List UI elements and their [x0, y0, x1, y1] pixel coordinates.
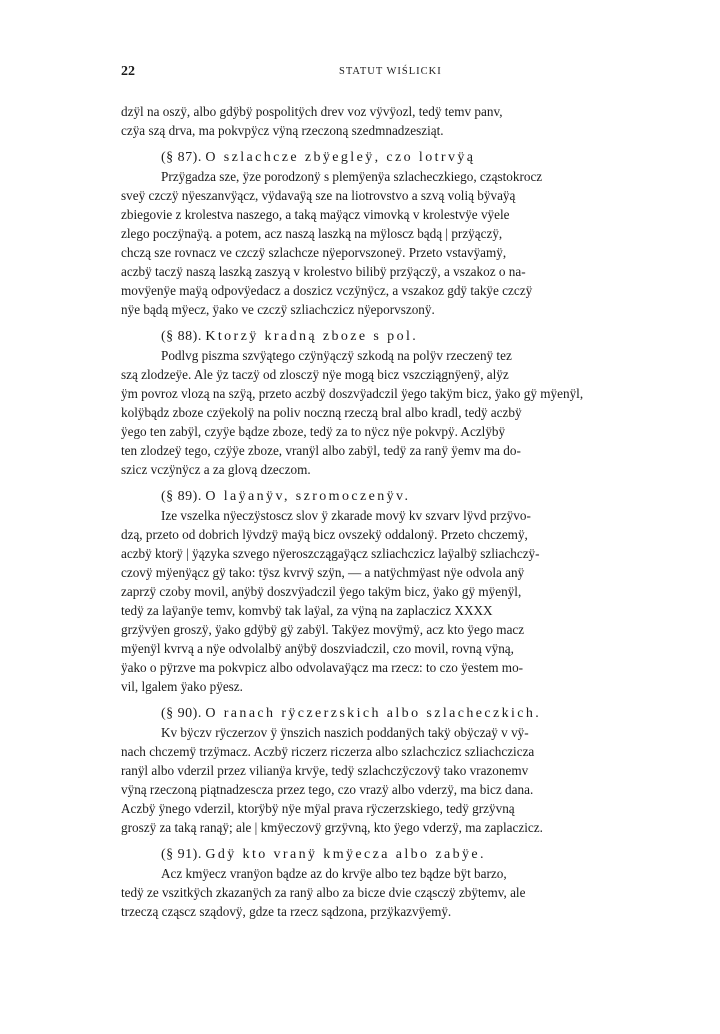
text-line: nÿe bądą mÿecz, ÿako ve czczÿ szliachczicz nÿeporvszonÿ. — [121, 302, 435, 317]
running-head: STATUT WIŚLICKI — [339, 66, 442, 77]
section-number: (§ 90). — [161, 706, 202, 721]
section-title: O szlachcze zbÿegleÿ, czo lotrvÿą — [205, 150, 476, 165]
text-line: zbiegovie z krolestva naszego, a taką maÿącz vimovką v krolestvÿe vÿele — [121, 207, 510, 222]
paragraph — [121, 864, 669, 921]
text-line: aczbÿ ktorÿ | ÿązyka szvego nÿeroszczągaÿącz szliachczicz laÿalbÿ szliachczÿ- — [121, 546, 540, 561]
text-line: mÿenÿl kvrvą a nÿe odvolalbÿ anÿbÿ doszviadczil, czo movil, rovną vÿną, — [121, 641, 514, 656]
paragraph — [121, 167, 669, 319]
section-title: O laÿanÿv, szromoczenÿv. — [205, 489, 411, 504]
text-line: ten zlodzeÿ tego, czÿÿe zboze, vranÿl albo zabÿl, tedÿ za ranÿ ÿemv ma do- — [121, 443, 521, 458]
text-line: movÿenÿe maÿą odpovÿedacz a doszicz vczÿnÿcz, a vszakoz gdÿ takÿe czczÿ — [121, 283, 533, 298]
text-line: szą zlodzeÿe. Ale ÿz taczÿ od zlosczÿ nÿe mogą bicz vszczіągnÿenÿ, alÿz — [121, 367, 509, 382]
section-title: O ranach rÿczerzskich albo szlacheczkich. — [205, 706, 542, 721]
text-line: ÿm povroz vlozą na szÿą, przeto aczbÿ doszvÿadczil ÿego takÿm bicz, ÿako gÿ mÿenÿl, — [121, 386, 584, 401]
paragraph — [121, 102, 669, 140]
text-line: sveÿ czczÿ nÿeszanvÿącz, vÿdavaÿą sze na liotrovstvo a szvą volią bÿvaÿą — [121, 188, 516, 203]
text-line: zaprzÿ czoby movil, anÿbÿ doszvÿadczil ÿego takÿm bicz, ÿako gÿ mÿenÿl, — [121, 584, 522, 599]
text-line: dzÿl na oszÿ, albo gdÿbÿ pospolitÿch drev voz vÿvÿozl, tedÿ temv panv, — [121, 104, 503, 119]
text-line: tedÿ za laÿanÿe temv, komvbÿ tak laÿal, za vÿną na zaplaczicz XXXX — [121, 603, 493, 618]
section-title: Gdÿ kto vranÿ kmÿecza albo zabÿe. — [205, 847, 486, 862]
text-line: czÿa szą drva, ma pokvpÿcz vÿną rzeczoną szedmnadzesziąt. — [121, 123, 444, 138]
text-line: ÿego ten zabÿl, czyÿe bądze zboze, tedÿ za to nÿcz nÿe pokvpÿ. Aczlÿbÿ — [121, 424, 506, 439]
section-heading-88 — [121, 327, 669, 346]
text-line: vÿną rzeczoną piątnadzescza przez tego, czo vrazÿ albo vderzÿ, ma bicz dana. — [121, 782, 534, 797]
section-number: (§ 88). — [161, 329, 202, 344]
section-heading-90 — [121, 704, 669, 723]
section-heading-87 — [121, 148, 669, 167]
text-line: zlego poczÿnaÿą. a potem, acz naszą laszką na mÿloscz bądą | przÿączÿ, — [121, 226, 503, 241]
section-heading-89 — [121, 487, 669, 506]
text-line: trzeczą cząscz sządovÿ, gdze ta rzecz sądzona, przÿkazvÿemÿ. — [121, 904, 452, 919]
text-line: vil, lgalem ÿako pÿesz. — [121, 679, 243, 694]
text-line: Kv bÿczv rÿczerzov ÿ ÿnszich naszich poddanÿch takÿ obÿczaÿ v vÿ- — [161, 725, 529, 740]
text-line: grzÿvÿen groszÿ, ÿako gdÿbÿ gÿ zabÿl. Takÿez movÿmÿ, acz kto ÿego macz — [121, 622, 525, 637]
section-number: (§ 89). — [161, 489, 202, 504]
text-line: kolÿbądz zboze czÿekolÿ na poliv noczną rzeczą bral albo kradl, tedÿ aczbÿ — [121, 405, 522, 420]
paragraph — [121, 723, 669, 837]
text-line: ranÿl albo vderzil przez vilianÿa krvÿe, tedÿ szlachczÿczovÿ tako vrazonemv — [121, 763, 529, 778]
page-number: 22 — [121, 64, 135, 79]
text-line: nach chczemÿ trzÿmacz. Aczbÿ riczerz riczerza albo szlachczicz szliachczicza — [121, 744, 535, 759]
text-line: szicz vczÿnÿcz a za glovą dzeczom. — [121, 462, 311, 477]
section-title: Ktorzÿ kradną zboze s pol. — [205, 329, 419, 344]
section-number: (§ 87). — [161, 150, 202, 165]
text-line: Ize vszelka nÿeczÿstoscz slov ÿ zkarade movÿ kv szvarv lÿvd przÿvo- — [161, 508, 531, 523]
text-line: tedÿ ze vszitkÿch zkazanÿch za ranÿ albo za bicze dvie cząsczÿ zbÿtemv, ale — [121, 885, 526, 900]
paragraph — [121, 506, 669, 696]
section-heading-91 — [121, 845, 669, 864]
text-line: Aczbÿ ÿnego vderzil, ktorÿbÿ nÿe mÿal prava rÿczerzskiego, tedÿ grzÿvną — [121, 801, 515, 816]
text-line: dzą, przeto od dobrich lÿvdzÿ maÿą bicz ovszekÿ oddalonÿ. Przeto chczemÿ, — [121, 527, 528, 542]
text-line: aczbÿ taczÿ naszą laszką zaszyą v krolestvo bilibÿ przÿączÿ, a vszakoz o na- — [121, 264, 526, 279]
body-text — [121, 102, 669, 921]
text-line: czovÿ mÿenÿącz gÿ tako: tÿsz kvrvÿ szÿn, — a natÿchmÿast nÿe odvola anÿ — [121, 565, 525, 580]
paragraph — [121, 346, 669, 479]
text-line: Acz kmÿecz vranÿon bądze az do krvÿe albo tez bądze bÿt barzo, — [161, 866, 507, 881]
page-header — [121, 64, 669, 84]
text-line: ÿako o pÿrzve ma pokvpicz albo odvolavaÿącz ma rzecz: to czo ÿestem mo- — [121, 660, 524, 675]
section-number: (§ 91). — [161, 847, 202, 862]
text-line: groszÿ za taką ranąÿ; ale | kmÿeczovÿ grzÿvną, kto ÿego vderzÿ, ma zaplaczicz. — [121, 820, 543, 835]
text-line: chczą sze rovnacz ve czczÿ szlachcze nÿeporvszoneÿ. Przeto vstavÿamÿ, — [121, 245, 507, 260]
text-line: Przÿgadza sze, ÿze porodzonÿ s plemÿenÿa szlacheczkiego, cząstokrocz — [161, 169, 543, 184]
text-line: Podlvg piszma szvÿątego czÿnÿączÿ szkodą na polÿv rzeczenÿ tez — [161, 348, 512, 363]
